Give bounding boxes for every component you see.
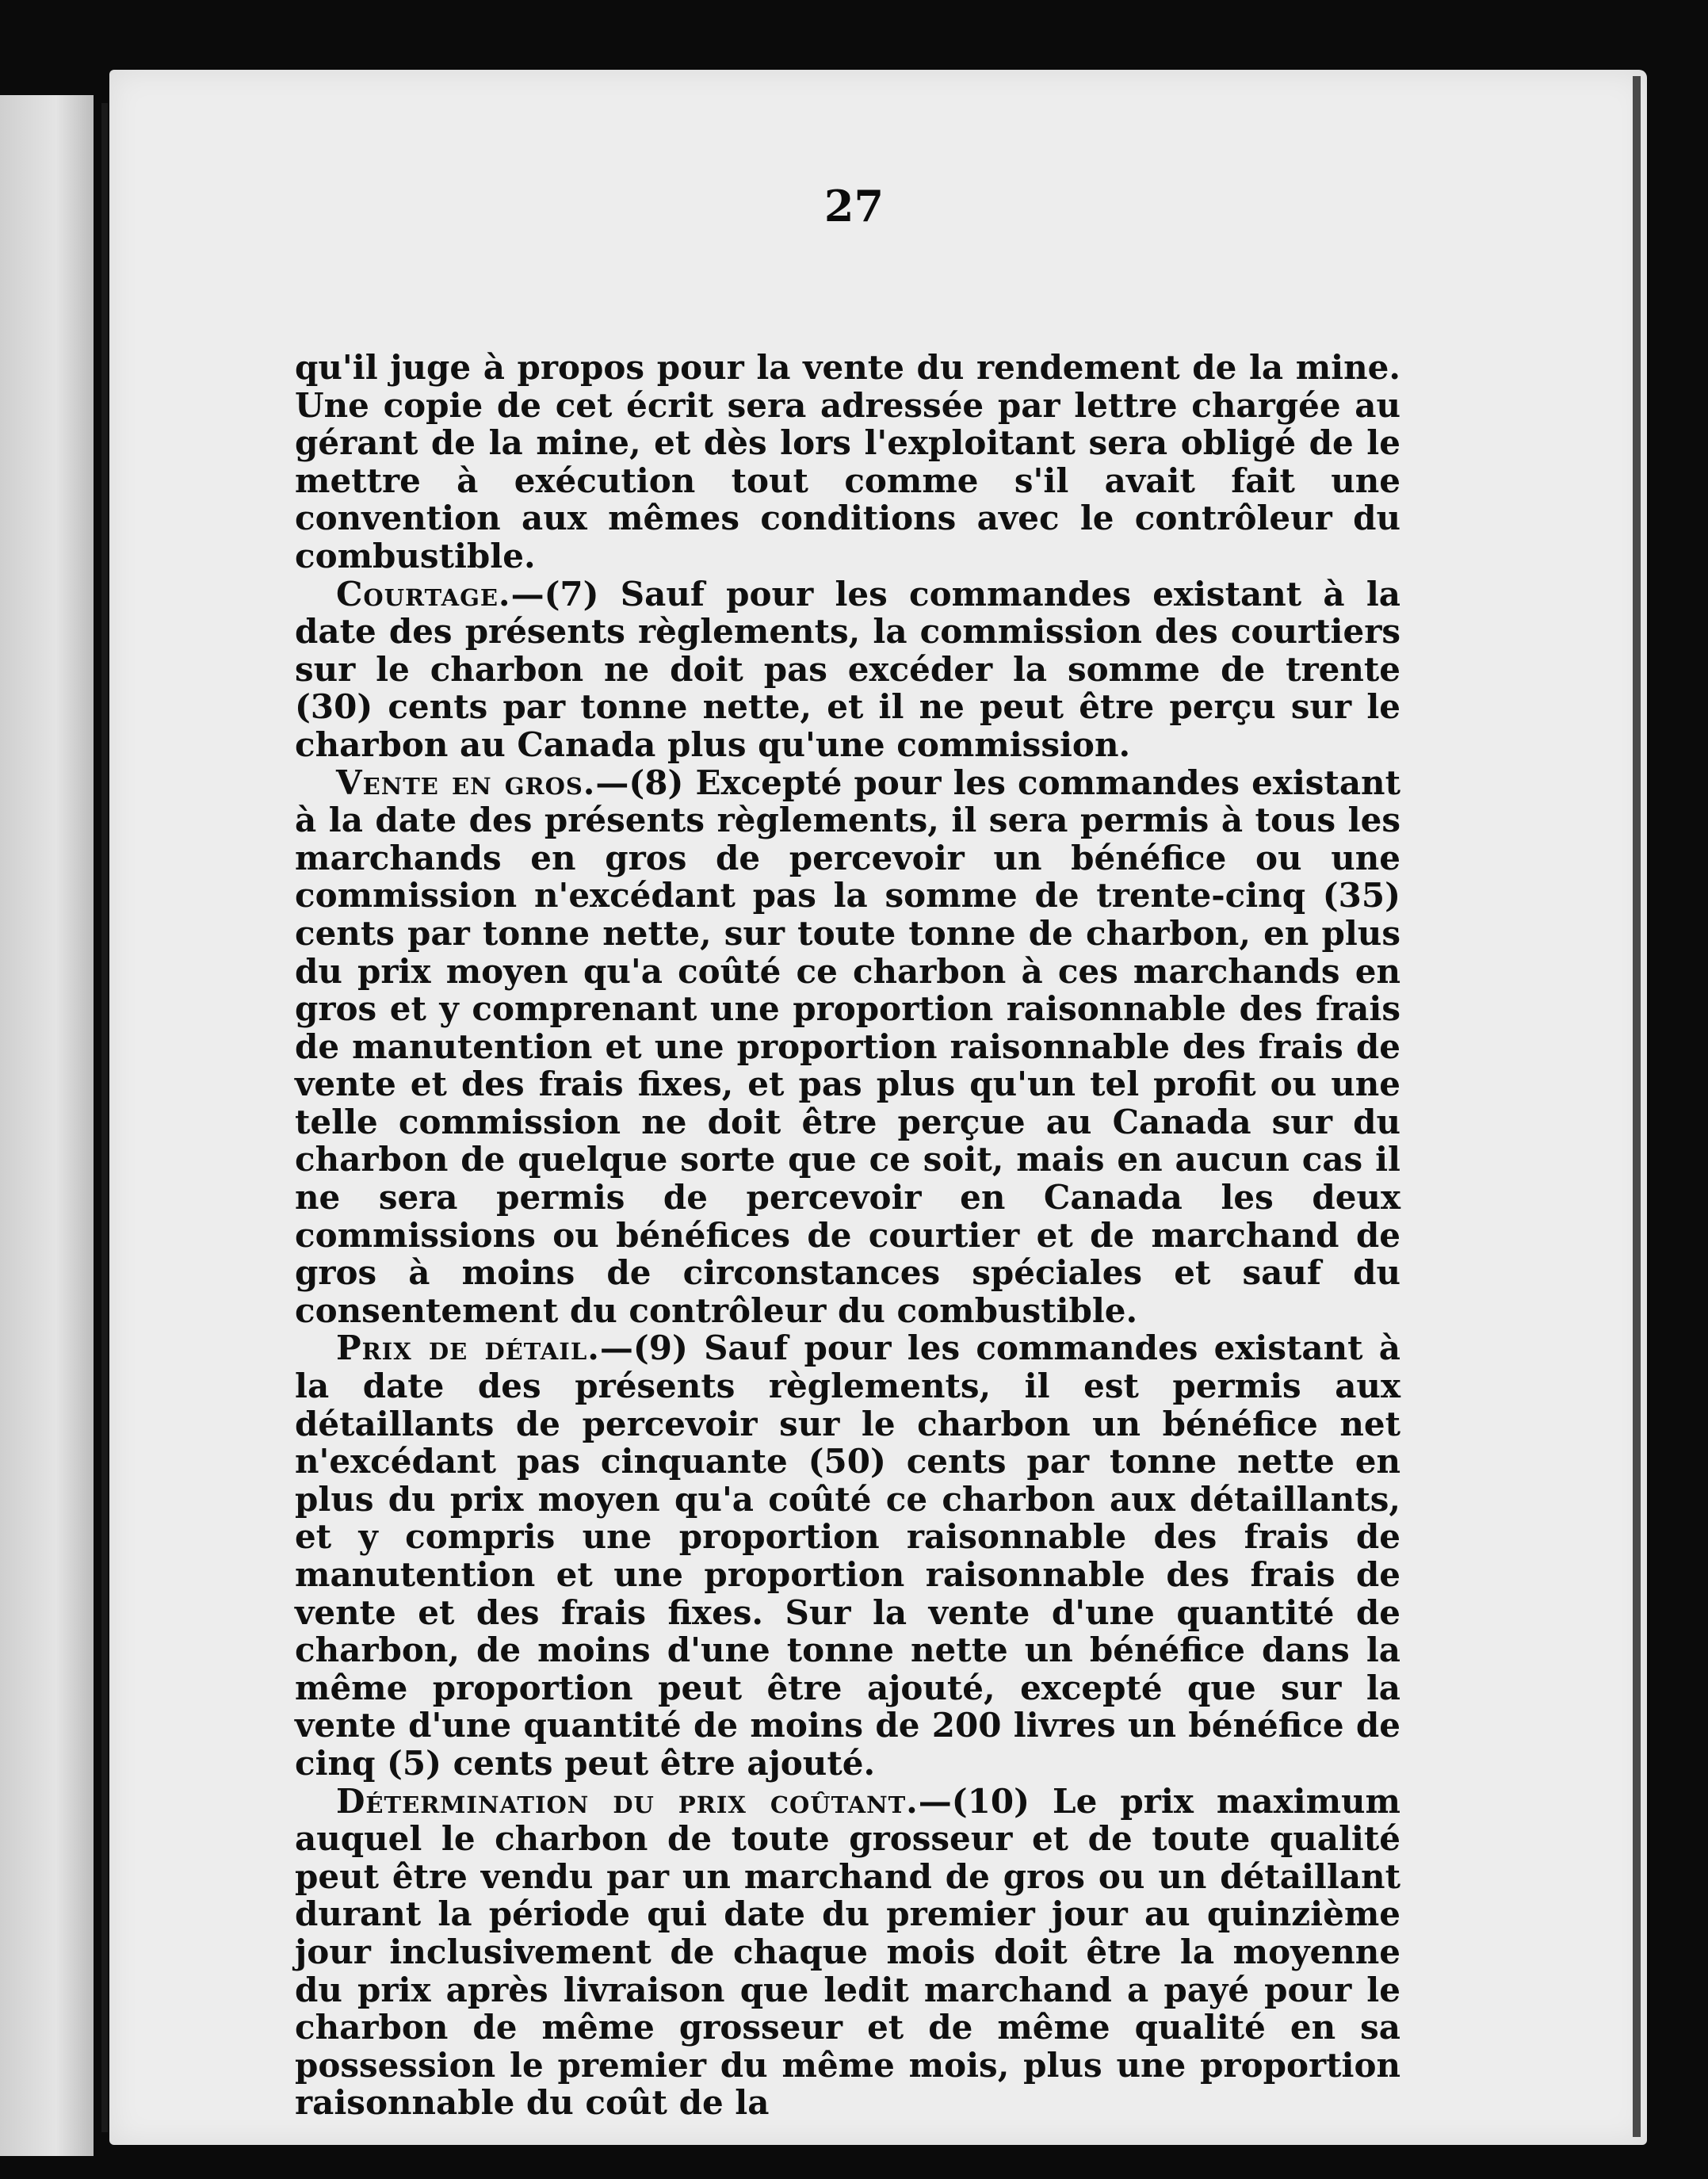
paragraph-text: —(8) Excepté pour les commandes existant à la date des présents règlements, il sera permis à tous les marchands en gros de percevoir un bénéfice ou une commission n'excédant pas la somme de trente-cinq (35) cents par tonne nette, sur toute tonne de charbon, en plus du prix moyen qu'a coûté ce charbon à ces marchands en gros et y comprenant une proportion raisonnable des frais de manutention et une proportion raisonnable des frais de vente et des frais fixes, et pas plus qu'un tel profit ou une telle commission ne doit être perçue au Canada sur du charbon de quelque sorte que ce soit, mais en aucun cas il ne sera permis de percevoir en Canada les deux commissions ou bénéfices de courtier et de marchand de gros à moins de circonstances spéciales et sauf du consentement du contrôleur du combustible.	[295, 763, 1400, 1330]
paragraph-text: —(7) Sauf pour les commandes existant à la date des présents règlements, la commission des courtiers sur le charbon ne doit pas excéder la somme de trente (30) cents par tonne nette, et il ne peut être perçu sur le charbon au Canada plus qu'une commission.	[295, 574, 1400, 764]
page-edge-shadow	[1633, 76, 1641, 2137]
paragraph-courtage	[295, 575, 1400, 764]
previous-page-edge	[0, 95, 94, 2156]
section-heading: Détermination du prix coûtant.	[336, 1781, 919, 1821]
paragraph-text: —(9) Sauf pour les commandes existant à la date des présents règlements, il est permis aux détaillants de percevoir sur le charbon un bénéfice net n'excédant pas cinquante (50) cents par tonne nette en plus du prix moyen qu'a coûté ce charbon aux détaillants, et y compris une proportion raisonnable des frais de manutention et une proportion raisonnable des frais de vente et des frais fixes. Sur la vente d'une quantité de charbon, de moins d'une tonne nette un bénéfice dans la même proportion peut être ajouté, excepté que sur la vente d'une quantité de moins de 200 livres un bénéfice de cinq (5) cents peut être ajouté.	[295, 1328, 1400, 1783]
section-heading: Prix de détail.	[336, 1328, 600, 1368]
paragraph-continuation	[295, 349, 1400, 575]
binding-shadow	[101, 103, 108, 2132]
body-text	[295, 349, 1400, 2122]
paragraph-text: qu'il juge à propos pour la vente du rendement de la mine. Une copie de cet écrit sera adressée par lettre chargée au gérant de la mine, et dès lors l'exploitant sera obligé de le mettre à exécution tout comme s'il avait fait une convention aux mêmes conditions avec le contrôleur du combustible.	[295, 348, 1400, 575]
section-heading: Vente en gros.	[336, 763, 596, 802]
section-heading: Courtage.	[336, 574, 511, 614]
paragraph-text: —(10) Le prix maximum auquel le charbon de toute grosseur et de toute qualité peut être vendu par un marchand de gros ou un détaillant durant la période qui date du premier jour au quinzième jour inclusivement de chaque mois doit être la moyenne du prix après livraison que ledit marchand a payé pour le charbon de même grosseur et de même qualité en sa possession le premier du même mois, plus une proportion raisonnable du coût de la	[295, 1781, 1400, 2123]
page-number: 27	[823, 181, 885, 231]
paragraph-prix-de-detail	[295, 1329, 1400, 1782]
paragraph-determination-prix	[295, 1783, 1400, 2122]
paragraph-vente-en-gros	[295, 764, 1400, 1330]
